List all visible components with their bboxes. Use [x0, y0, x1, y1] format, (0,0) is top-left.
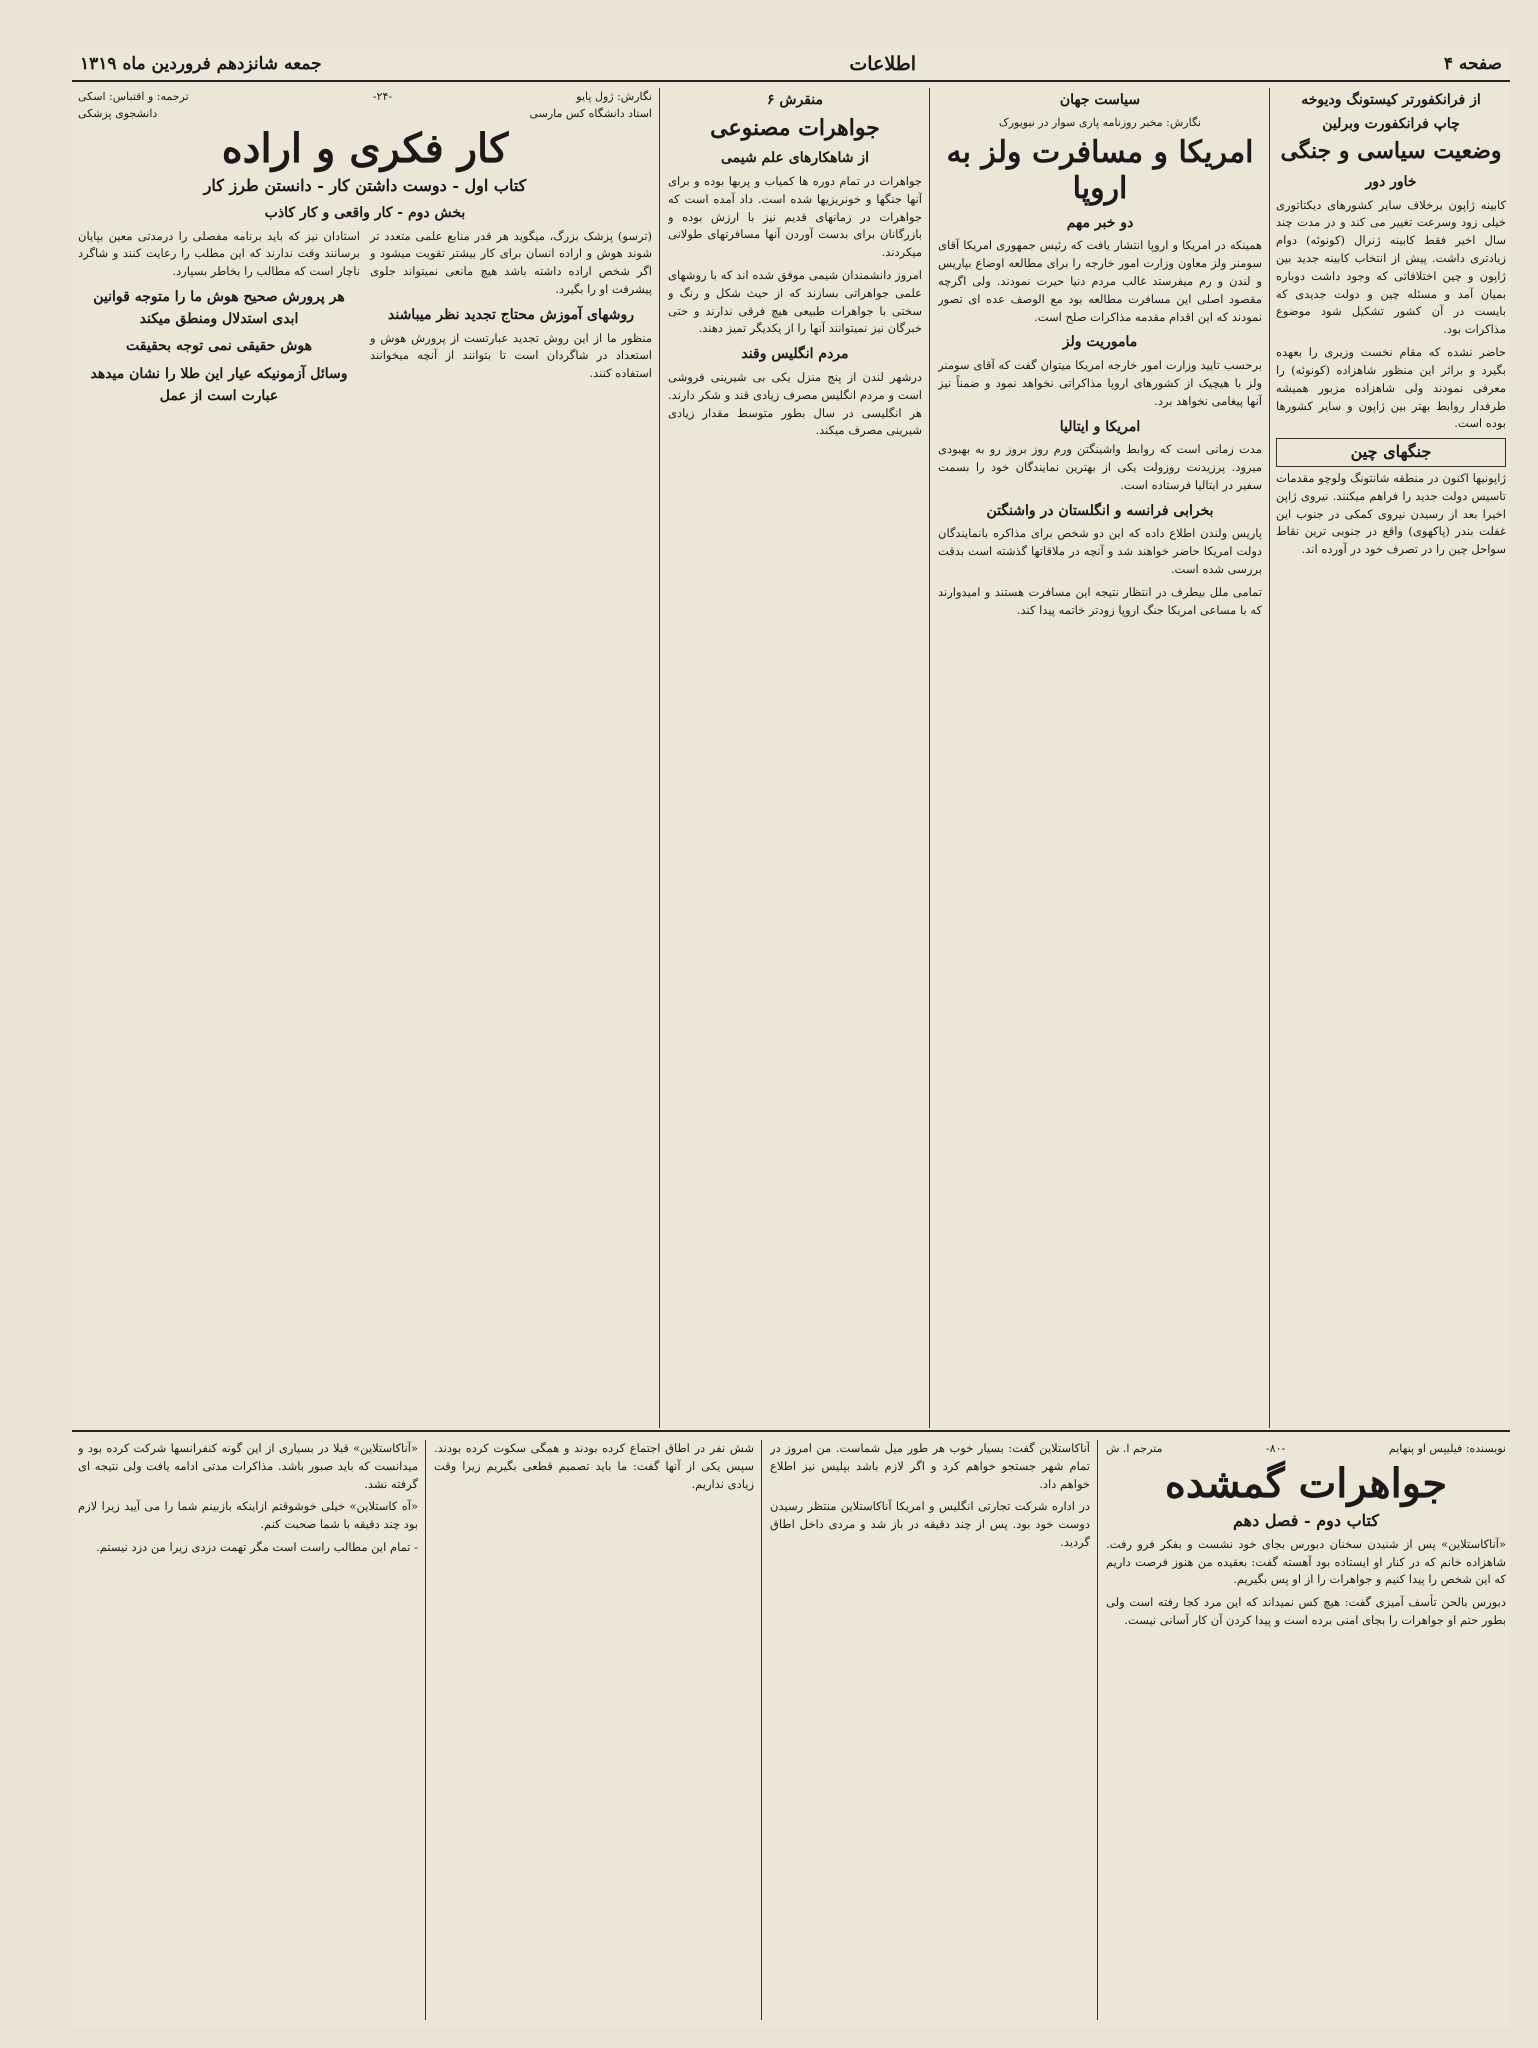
story-column — [434, 1440, 754, 2020]
newspaper-name: اطلاعات — [849, 53, 917, 75]
article-text: منظور ما از این روش تجدید عبارتست از پرورش هوش و استعداد در شاگردان است تا بتوانند از آنچه میخوانند استفاده کنند. — [370, 330, 652, 381]
kicker-source: از فرانکفورتر کیستونگ ودیوخه — [1301, 92, 1481, 108]
article-text: آناکاستلاین گفت: بسیار خوب هر طور میل شماست. من امروز در تمام شهر جستجو خواهم کرد و اگر لازم باشد بپلیس نیز اطلاع خواهم داد. — [770, 1441, 1090, 1491]
article-text: کابینه ژاپون برخلاف سایر کشورهای دیکتاتوری خیلی زود وسرعت تغییر می کند و در مدت چند سال اخیر فقط کابینه ژنرال (کونوئه) دوام زیادتری داشت. پیش از انتخاب کابینه جدید بین ژاپون و چین اختلافاتی که وجود داشت دوباره بمیان آمد و مسئله چین و دولت جدیدی که بایست در آن کشور تشکیل شود موضوع مذاکرات بود. — [1276, 197, 1506, 337]
byline: نگارش: مخبر روزنامه پاری سوار در نیویورک — [998, 115, 1202, 129]
subhead-chemistry: از شاهکارهای علم شیمی — [720, 150, 870, 167]
column-world-politics — [1276, 88, 1506, 1424]
headline-mental-work: کار فکری و اراده — [221, 125, 509, 173]
subhead-english-sugar: مردم انگلیس وقند — [741, 346, 849, 363]
article-text: شش نفر در اطاق اجتماع کرده بودند و همگی سکوت کرده بودند. سپس یکی از آنها گفت: ما باید تصمیم قطعی بگیریم زیرا وقت زیادی نداریم. — [434, 1441, 754, 1491]
article-text: «آناکاستلاین» پس از شنیدن سخنان دبورس بجای خود نشست و بفکر فرو رفت. شاهزاده خانم که در کنار او ایستاده بود آهسته گفت: بعقیده من هنوز فرصت داریم که این شخص را پیدا کنیم و جواهرات را از او پس بگیریم. — [1106, 1536, 1506, 1587]
article-text: مدت زمانی است که روابط واشینگتن ورم روز بروز رو به بهبودی میرود. پرزیدنت روزولت یکی از بهترین نمایندگان خود را بسمت سفیر در ایتالیا فرستاده است. — [938, 442, 1262, 492]
subhead: هر پرورش صحیح هوش ما را متوجه قوانین ابدی استدلال ومنطق میکند — [93, 289, 345, 327]
article-text: «آه کاستلاین» خیلی خوشوقتم ازاینکه بازبینم شما را می آیید زیرا لازم بود چند دقیقه با شما صحبت کنم. — [78, 1499, 418, 1532]
subhead: وسائل آزمونیکه عیار این طلا را نشان میدهد عبارت است از عمل — [90, 366, 348, 404]
section-divider — [72, 1430, 1510, 1432]
article-text: برحسب تایید وزارت امور خارجه امریکا میتوان گفت که آقای سومنر ولز با هیچیک از کشورهای اروپا مذاکراتی نخواهد نمود و ضمناً نیز آنها پیغامی نخواهد برد. — [938, 358, 1262, 408]
column-rule — [425, 1440, 426, 2020]
column-america-welles — [938, 88, 1262, 1424]
headline-america-welles: امریکا و مسافرت ولز به اروپا — [946, 134, 1254, 206]
byline-translator: مترجم ا. ش — [1106, 1442, 1163, 1455]
page-label: صفحه ۴ — [1443, 54, 1502, 74]
subhead: روشهای آموزش محتاج تجدید نظر میباشند — [388, 306, 634, 323]
article-text: همینکه در امریکا و اروپا انتشار یافت که رئیس جمهوری امریکا آقای سومنر ولز معاون وزارت امور خارجه را برای مطالعه اوضاع بپاریس و لندن و رم میفرستد غالب مردم دنیا حیرت نمودند. ولی اگرچه مقصود اصلی این مسافرت مطالعه بود مع الوصف عده ای تصور نمودند که این اقدام مقدمه مذاکرات صلح است. — [938, 238, 1262, 324]
story-column — [78, 1440, 418, 2020]
kicker-print: چاپ فرانکفورت وبرلین — [1322, 115, 1460, 132]
article-text: حاضر نشده که مقام نخست وزیری را بعهده بگیرد و براثر این منظور شاهزاده (کونوئه) را معرفی نمودند ولی شاهزاده مزبور همیشه طرفدار روابط بهتر بین ژاپون و سایر کشورها بوده است. — [1276, 345, 1506, 431]
article-text: در اداره شرکت تجارتی انگلیس و امریکا آناکاستلاین منتظر رسیدن دوست خود بود. پس از چند دقیقه در باز شد و مردی داخل اطاق گردید. — [770, 1499, 1090, 1550]
column-rule — [929, 88, 930, 1428]
headline-artificial-jewels: جواهرات مصنوعی — [710, 114, 880, 141]
section-part-two: بخش دوم - کار واقعی و کار کاذب — [264, 204, 466, 221]
column-artificial-jewels — [668, 88, 922, 1424]
page-number: -۸۰- — [1266, 1442, 1286, 1455]
article-text: تمامی ملل بیطرف در انتظار نتیجه این مسافرت هستند و امیدوارند که با مساعی امریکا جنگ اروپا زودتر خاتمه پیدا کند. — [938, 584, 1262, 617]
article-text: استادان نیز که باید برنامه مفصلی را درمدتی معین بپایان برسانند وقت ندارند که این مطلب را رعایت کنند و شاگرد ناچار است که مطالب را بخاطر بسپارد. — [78, 228, 360, 279]
article-text: «آناکاستلاین» قبلا در بسیاری از این گونه کنفرانسها شرکت کرده بود و میدانست که باید صبور باشد. مذاکرات مدتی ادامه یافت ولی نتیجه ای گرفته نشد. — [78, 1441, 418, 1491]
article-text: دبورس بالحن تأسف آمیزی گفت: هیچ کس نمیداند که این مرد کجا رفته است ولی بطور حتم او جواهرات را بجای امنی برده است و پیدا کردن آن کار آسانی نیست. — [1106, 1595, 1506, 1628]
column-rule — [659, 88, 660, 1428]
article-text: جواهرات در تمام دوره ها کمیاب و پربها بوده و برای آنها جنگها و خونریزیها شده است. داد آمده است که جواهرات در زمانهای قدیم نیز با ارزش بوده و بازرگانان برای بدست آوردن آنها مسافرتهای طولانی میکردند. — [668, 173, 922, 260]
kicker: منقرش ۶ — [766, 92, 824, 108]
subhead-far-east: خاور دور — [1365, 173, 1417, 190]
byline-translator-title: دانشجوی پزشکی — [78, 107, 158, 121]
newspaper-page — [72, 48, 1510, 2028]
headline-lost-jewels: جواهرات گمشده — [1164, 1460, 1448, 1508]
masthead — [72, 48, 1510, 82]
column-rule — [761, 1440, 762, 2020]
story-lost-jewels-title — [1106, 1440, 1506, 2020]
article-text: ژاپونیها اکنون در منطقه شانتونگ ولوچو مقدمات تاسیس دولت جدید را فراهم میکنند. نیروی ژاپن اخیرا بعد از رسیدن نیروی کمکی در جنوب این غفلت بندر (پاکهوی) واقع در جنوبی ترین نقاط سواحل چین را در تصرف خود در آورده اند. — [1276, 470, 1506, 557]
subhead: ماموریت ولز — [1062, 334, 1138, 351]
issue-date: جمعه شانزدهم فروردین ماه ۱۳۱۹ — [80, 54, 322, 74]
article-text: درشهر لندن از پنج منزل یکی بی شیرینی فروشی است و مردم انگلیس مصرف زیادی قند و شکر دارند. هر انگلیسی در سال بطور متوسط مقدار زیادی شیرینی مصرف میکند. — [668, 369, 922, 438]
story-column — [770, 1440, 1090, 2020]
byline-translator: ترجمه: و اقتباس: اسکی — [78, 90, 189, 103]
byline-author: نویسنده: فیلیپس او پنهایم — [1388, 1442, 1506, 1455]
kicker-world-politics: سیاست جهان — [1059, 92, 1141, 108]
subhead: دو خبر مهم — [1066, 214, 1134, 231]
subhead: بخرابی فرانسه و انگلستان در واشنگتن — [986, 502, 1214, 519]
section-china-wars: جنگهای چین — [1276, 438, 1506, 467]
column-mental-work — [78, 88, 652, 1424]
column-rule — [1097, 1440, 1098, 2020]
subhead: امریکا و ایتالیا — [1059, 418, 1141, 435]
article-text: پاریس ولندن اطلاع داده که این دو شخص برای مذاکره بانمایندگان دولت امریکا حاضر خواهند شد و آنچه در ملاقاتها گذشته است بدقت بررسی شده است. — [938, 526, 1262, 577]
byline-author-title: استاد دانشگاه کس مارسی — [529, 107, 652, 121]
subhead: هوش حقیقی نمی توجه بحقیقت — [126, 338, 312, 355]
subhead-chapter: کتاب دوم - فصل دهم — [1233, 1511, 1379, 1531]
headline-political-war: وضعیت سیاسی و جنگی — [1280, 138, 1502, 165]
article-text: - تمام این مطالب راست است مگر تهمت دزدی زیرا من دزد نیستم. — [96, 1540, 418, 1555]
column-rule — [1269, 88, 1270, 1428]
page-number: -۲۴- — [372, 90, 393, 103]
article-text: امروز دانشمندان شیمی موفق شده اند که با روشهای علمی جواهراتی بسازند که از حیث شکل و رنگ و سختی با جواهرات طبیعی هیچ فرقی ندارند و حتی خبرگان نیز نمیتوانند آنها را از یکدیگر تمیز دهند. — [668, 267, 922, 336]
byline-author: نگارش: ژول پایو — [576, 90, 652, 103]
subhead-book-one: کتاب اول - دوست داشتن کار - دانستن طرز کار — [203, 176, 527, 196]
article-text: (ترسو) پزشک بزرگ، میگوید هر قدر منابع علمی متعدد تر شوند هوش و اراده انسان برای کار بیشتر تقویت میشود و اگر شخص اراده داشته باشد هیچ مانعی نمیتواند جلوی پیشرفت او را بگیرد. — [370, 228, 652, 297]
